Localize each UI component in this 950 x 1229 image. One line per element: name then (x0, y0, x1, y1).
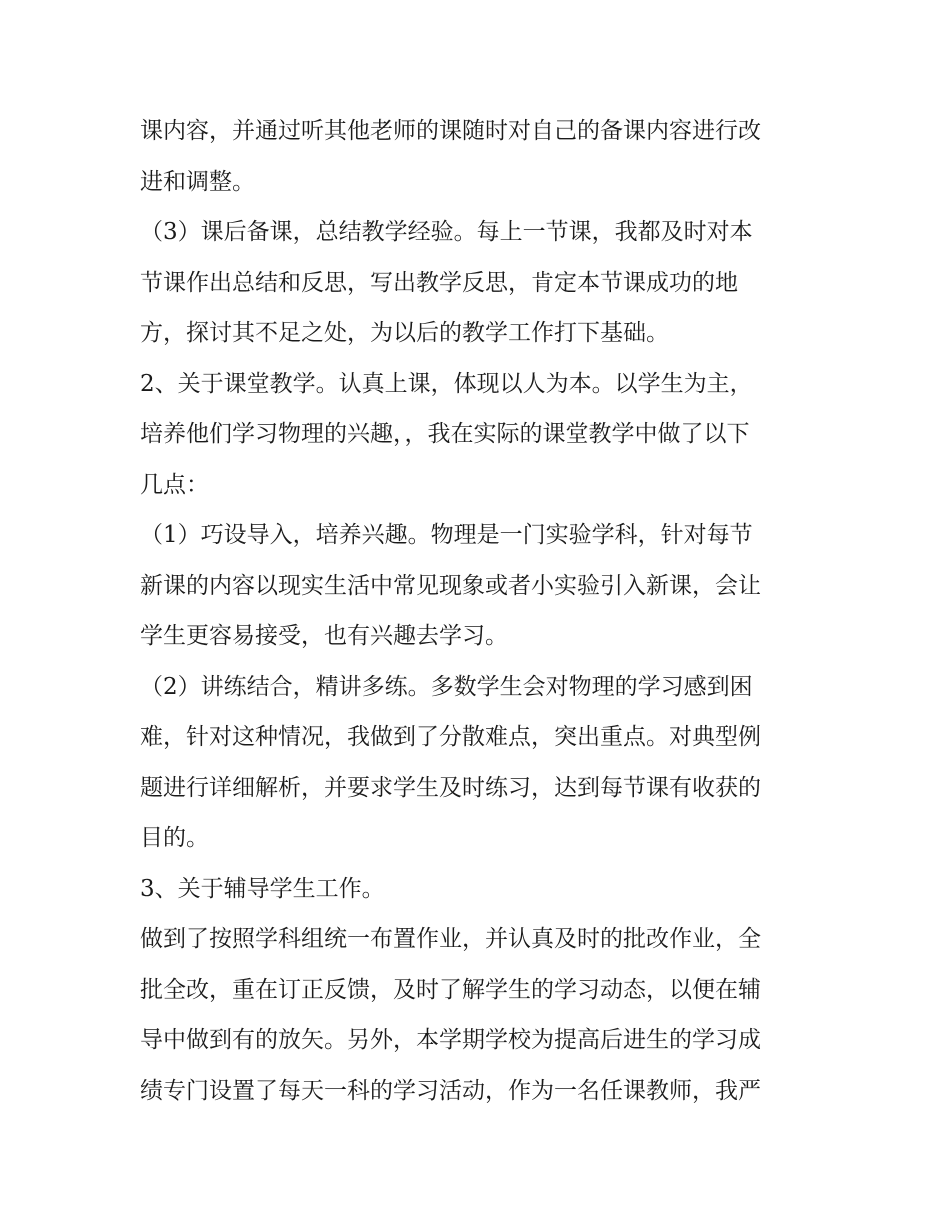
text-line: 绩专门设置了每天一科的学习活动，作为一名任课教师，我严 (140, 1077, 761, 1104)
text-line: 2、关于课堂教学。认真上课，体现以人为本。以学生为主， (140, 370, 753, 397)
text-line: （1）巧设导入，培养兴趣。物理是一门实验学科，针对每节 (140, 522, 753, 548)
document-body (140, 106, 820, 1116)
text-line: 培养他们学习物理的兴趣，，我在实际的课堂教学中做了以下 (140, 421, 750, 447)
text-line: （3）课后备课，总结教学经验。每上一节课，我都及时对本 (140, 219, 753, 245)
text-line: 目的。 (140, 825, 209, 851)
text-line: 学生更容易接受，也有兴趣去学习。 (140, 623, 508, 649)
text-line: 进和调整。 (140, 168, 255, 195)
text-line: 新课的内容以现实生活中常见现象或者小实验引入新课，会让 (140, 572, 761, 599)
text-line: 题进行详细解析，并要求学生及时练习，达到每节课有收获的 (140, 774, 761, 801)
text-line: 批全改，重在订正反馈，及时了解学生的学习动态，以便在辅 (140, 976, 761, 1003)
text-line: 方，探讨其不足之处，为以后的教学工作打下基础。 (140, 320, 669, 346)
text-line: （2）讲练结合，精讲多练。多数学生会对物理的学习感到困 (140, 673, 753, 700)
text-line: 难，针对这种情况，我做到了分散难点，突出重点。对典型例 (140, 724, 761, 750)
text-line: 做到了按照学科组统一布置作业，并认真及时的批改作业，全 (140, 926, 761, 952)
text-line: 3、关于辅导学生工作。 (140, 875, 385, 902)
text-line: 几点： (140, 471, 209, 498)
text-line: 导中做到有的放矢。另外，本学期学校为提高后进生的学习成 (140, 1027, 761, 1053)
text-line: 节课作出总结和反思，写出教学反思，肯定本节课成功的地 (140, 269, 738, 296)
text-line: 课内容，并通过听其他老师的课随时对自己的备课内容进行改 (140, 118, 761, 144)
